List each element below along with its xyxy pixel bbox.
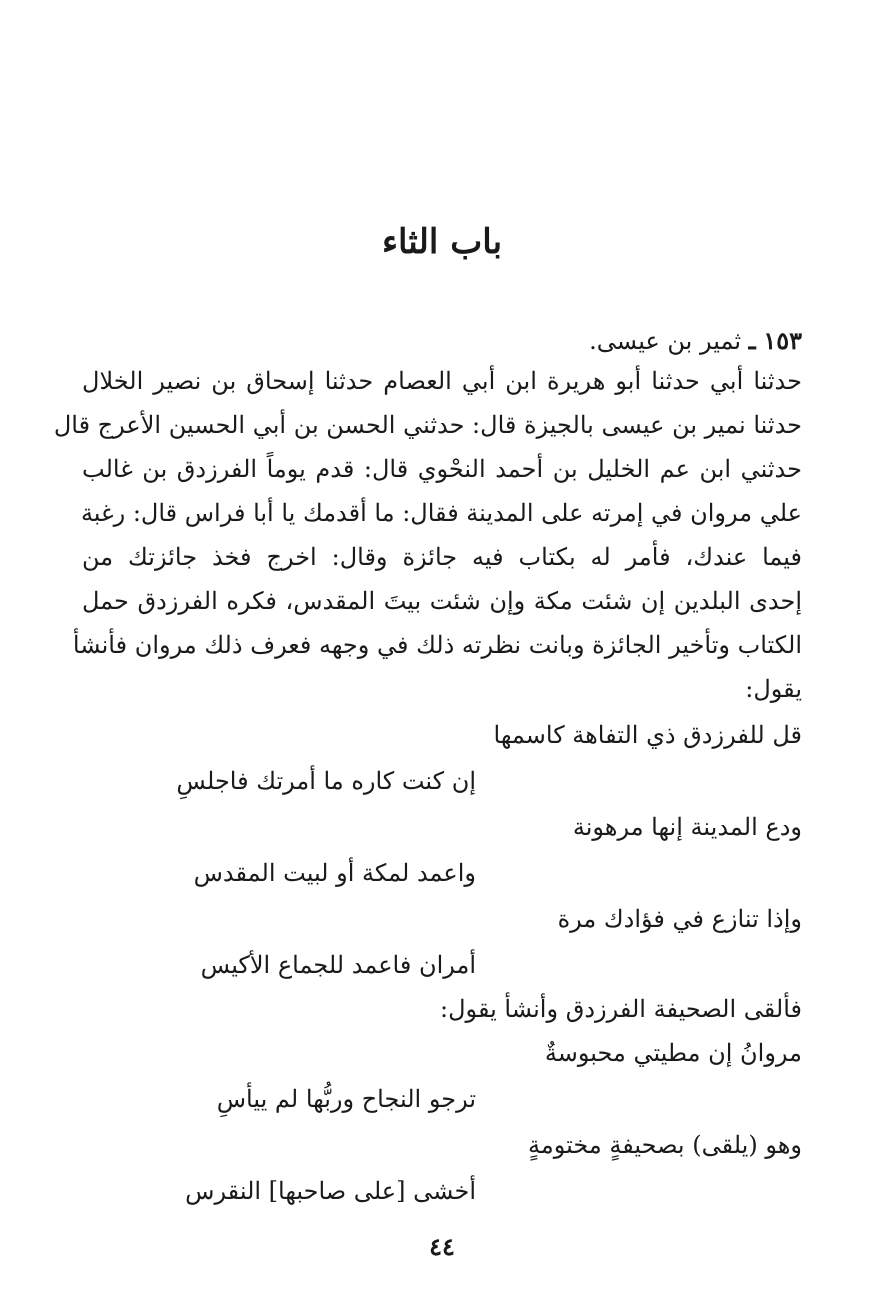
body-line: حدثنا نمير بن عيسى بالجيزة قال: حدثني الحسن بن أبي الحسين الأعرج قال: [53, 411, 802, 439]
entry-title: [589, 326, 802, 355]
chapter-heading: باب الثاء: [381, 222, 503, 262]
verse-line: وإذا تنازع في فؤادك مرة: [557, 905, 802, 933]
entry-dash: ـ: [748, 326, 756, 355]
body-line: حدثني ابن عم الخليل بن أحمد النحْوي قال: قدم يوماً الفرزدق بن غالب: [82, 455, 802, 483]
body-line: فيما عندك، فأمر له بكتاب فيه جائزة وقال: اخرج فخذ جائزتك من: [82, 543, 802, 571]
body-line: علي مروان في إمرته على المدينة فقال: ما أقدمك يا أبا فراس قال: رغبة: [80, 499, 802, 527]
verse-line: واعمد لمكة أو لبيت المقدس: [193, 859, 476, 887]
transition-line: فألقى الصحيفة الفرزدق وأنشأ يقول:: [440, 995, 802, 1023]
body-line: إحدى البلدين إن شئت مكة وإن شئت بيتَ المقدس، فكره الفرزدق حمل: [82, 587, 802, 615]
body-line: يقول:: [745, 675, 802, 703]
verse-line: أمران فاعمد للجماع الأكيس: [200, 951, 476, 979]
page-number: ٤٤: [429, 1232, 455, 1261]
verse-line: ترجو النجاح وربُّها لم ييأسِ: [216, 1085, 476, 1113]
body-line: حدثنا أبي حدثنا أبو هريرة ابن أبي العصام حدثنا إسحاق بن نصير الخلال: [82, 367, 802, 395]
verse-line: مروانُ إن مطيتي محبوسةٌ: [544, 1039, 802, 1067]
verse-line: إن كنت كاره ما أمرتك فاجلسِ: [176, 767, 476, 795]
entry-number: ١٥٣: [763, 326, 802, 355]
entry-name: ثمير بن عيسى.: [589, 327, 742, 355]
verse-line: قل للفرزدق ذي التفاهة كاسمها: [493, 721, 802, 749]
verse-line: ودع المدينة إنها مرهونة: [572, 813, 802, 841]
verse-line: وهو (يلقى) بصحيفةٍ مختومةٍ: [528, 1131, 802, 1159]
body-line: الكتاب وتأخير الجائزة وبانت نظرته ذلك في وجهه فعرف ذلك مروان فأنشأ: [72, 631, 802, 659]
verse-line: أخشى [على صاحبها] النقرس: [185, 1177, 476, 1205]
